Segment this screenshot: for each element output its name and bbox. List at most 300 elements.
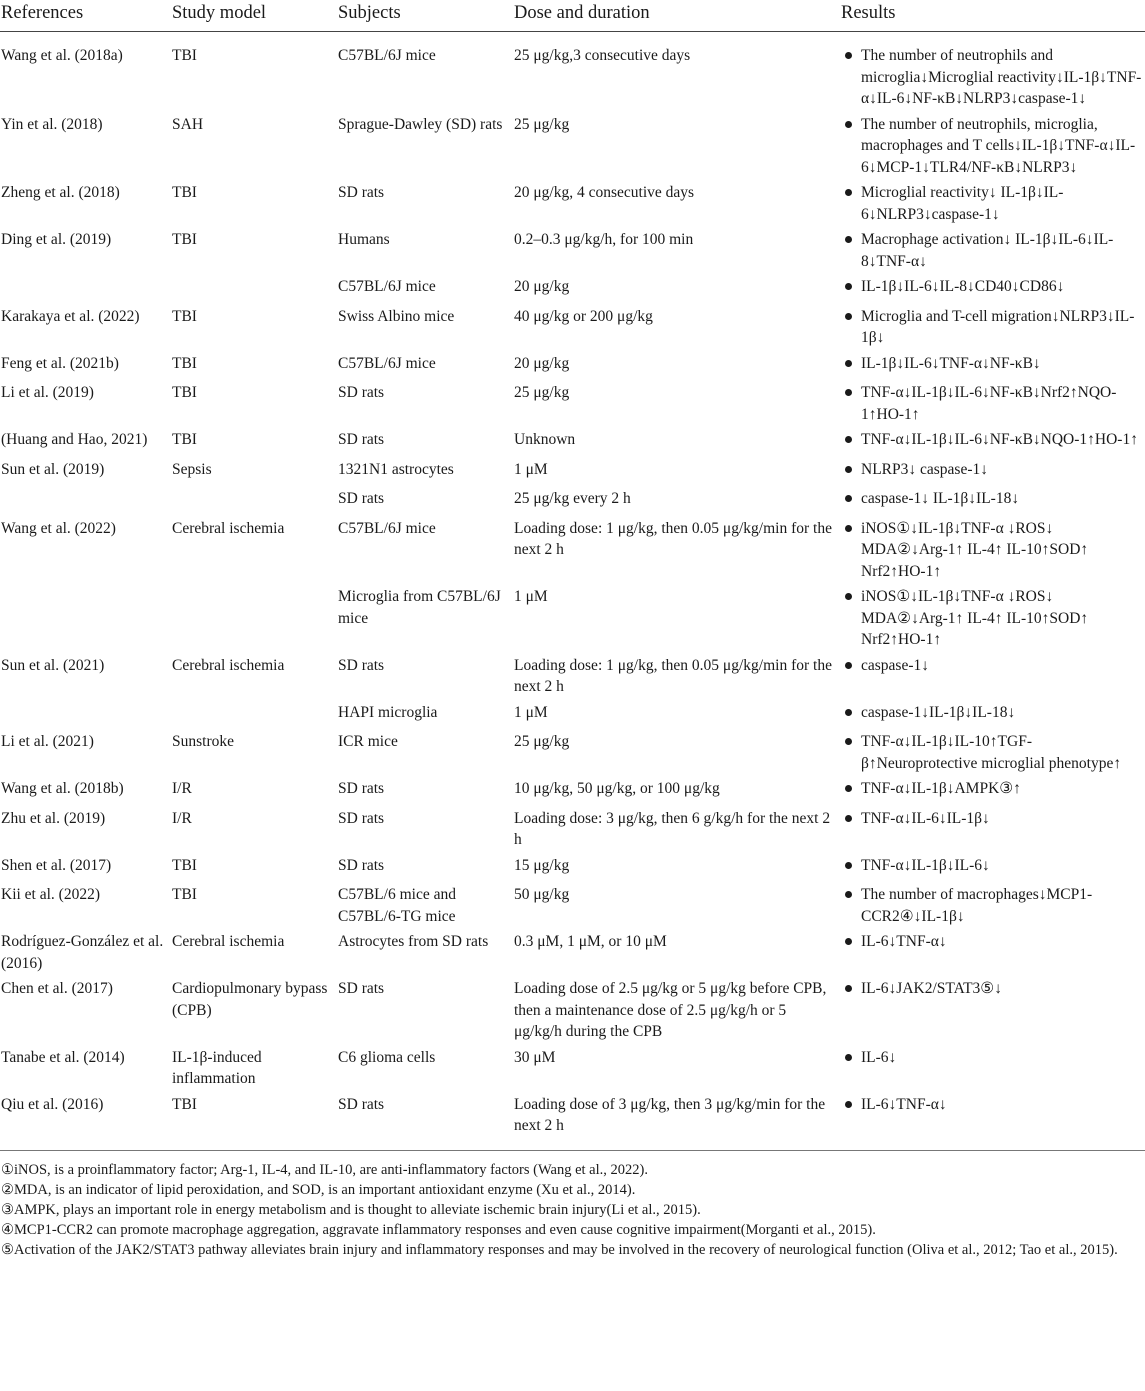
results-cell xyxy=(839,804,1145,851)
table-row xyxy=(0,727,1145,774)
study-model-cell-text: TBI xyxy=(172,384,197,401)
reference-cell-text: Karakaya et al. (2022) xyxy=(1,307,140,325)
dose-cell-text: Loading dose: 1 μg/kg, then 0.05 μg/kg/min for the next 2 h xyxy=(514,519,832,558)
study-model-cell-text: TBI xyxy=(172,1095,197,1113)
study-model-cell-text: TBI xyxy=(172,47,197,64)
dose-cell xyxy=(512,110,839,179)
reference-cell xyxy=(0,225,170,272)
table-row xyxy=(0,974,1145,1043)
subjects-cell-text: SD rats xyxy=(338,809,385,827)
dose-cell-text: Loading dose of 3 μg/kg, then 3 μg/kg/min for the next 2 h xyxy=(514,1095,826,1134)
table-row xyxy=(0,349,1145,379)
study-model-cell xyxy=(170,651,336,698)
reference-cell xyxy=(0,349,170,379)
result-text: NLRP3↓ caspase-1↓ xyxy=(861,460,988,478)
results-cell xyxy=(839,425,1145,455)
bullet-icon xyxy=(845,52,852,59)
result-item xyxy=(841,698,1143,724)
subjects-cell-text: C57BL/6J mice xyxy=(338,278,436,295)
subjects-cell-text: C57BL/6J mice xyxy=(338,47,436,64)
bullet-icon xyxy=(845,189,852,196)
study-model-cell-text xyxy=(172,272,334,276)
subjects-cell xyxy=(336,455,512,485)
bullet-icon xyxy=(845,738,852,745)
dose-cell-text: 20 μg/kg xyxy=(514,354,570,372)
study-model-cell xyxy=(170,484,336,514)
study-model-cell xyxy=(170,927,336,974)
study-model-cell-text: TBI xyxy=(172,184,197,201)
bullet-icon xyxy=(845,236,852,243)
result-item xyxy=(841,178,1143,225)
result-item xyxy=(841,302,1143,349)
reference-cell xyxy=(0,582,170,651)
bullet-icon xyxy=(845,121,852,128)
dose-cell xyxy=(512,974,839,1043)
footnote: ④MCP1-CCR2 can promote macrophage aggregation, aggravate inflammatory responses and even cause cognitive impairment(Morganti et al., 2015). xyxy=(1,1221,876,1238)
subjects-cell xyxy=(336,698,512,728)
subjects-cell-text: HAPI microglia xyxy=(338,703,438,721)
reference-cell-text xyxy=(1,484,168,488)
dose-cell xyxy=(512,851,839,881)
table-row xyxy=(0,378,1145,425)
reference-cell-text: Yin et al. (2018) xyxy=(1,115,103,133)
result-item xyxy=(841,41,1143,110)
dose-cell xyxy=(512,1090,839,1151)
table-row xyxy=(0,110,1145,179)
dose-cell-text: 10 μg/kg, 50 μg/kg, or 100 μg/kg xyxy=(514,780,720,797)
reference-cell-text: Sun et al. (2019) xyxy=(1,460,105,478)
subjects-cell xyxy=(336,1043,512,1090)
study-model-cell xyxy=(170,698,336,728)
results-cell xyxy=(839,514,1145,583)
study-model-cell-text: Cerebral ischemia xyxy=(172,933,285,950)
study-model-cell-text: I/R xyxy=(172,809,192,827)
subjects-cell xyxy=(336,225,512,272)
subjects-cell xyxy=(336,582,512,651)
reference-cell xyxy=(0,378,170,425)
result-item xyxy=(841,927,1143,953)
subjects-cell xyxy=(336,302,512,349)
dose-cell xyxy=(512,514,839,583)
study-model-cell-text: I/R xyxy=(172,780,192,797)
dose-cell-text: 1 μM xyxy=(514,703,548,721)
table-row xyxy=(0,178,1145,225)
subjects-cell xyxy=(336,32,512,110)
dose-cell xyxy=(512,698,839,728)
table-row xyxy=(0,698,1145,728)
subjects-cell xyxy=(336,1090,512,1151)
header-dose-duration: Dose and duration xyxy=(512,0,839,32)
result-item xyxy=(841,774,1143,800)
footnotes xyxy=(0,1151,1145,1260)
subjects-cell xyxy=(336,425,512,455)
bullet-icon xyxy=(845,436,852,443)
dose-cell xyxy=(512,651,839,698)
table-body xyxy=(0,32,1145,1151)
table-row xyxy=(0,455,1145,485)
dose-cell xyxy=(512,425,839,455)
reference-cell-text: Wang et al. (2022) xyxy=(1,519,116,537)
bullet-icon xyxy=(845,1101,852,1108)
bullet-icon xyxy=(845,862,852,869)
subjects-cell-text: Microglia from C57BL/6J mice xyxy=(338,588,501,627)
dose-cell xyxy=(512,32,839,110)
dose-cell-text: 15 μg/kg xyxy=(514,856,570,874)
reference-cell-text: Tanabe et al. (2014) xyxy=(1,1048,125,1066)
subjects-cell-text: SD rats xyxy=(338,184,385,201)
reference-cell-text: Qiu et al. (2016) xyxy=(1,1095,104,1113)
dose-cell-text: 25 μg/kg xyxy=(514,733,570,750)
subjects-cell-text: ICR mice xyxy=(338,733,398,750)
table-row xyxy=(0,651,1145,698)
result-item xyxy=(841,1090,1143,1116)
study-model-cell xyxy=(170,1043,336,1090)
study-model-cell-text: Cerebral ischemia xyxy=(172,519,285,537)
result-item xyxy=(841,378,1143,425)
bullet-icon xyxy=(845,389,852,396)
result-text: TNF-α↓IL-6↓IL-1β↓ xyxy=(861,809,990,827)
reference-cell xyxy=(0,804,170,851)
reference-cell-text: Kii et al. (2022) xyxy=(1,886,101,903)
bullet-icon xyxy=(845,593,852,600)
subjects-cell xyxy=(336,804,512,851)
study-model-cell-text xyxy=(172,582,334,586)
subjects-cell xyxy=(336,727,512,774)
table-row xyxy=(0,514,1145,583)
result-item xyxy=(841,804,1143,830)
reference-cell-text: Chen et al. (2017) xyxy=(1,980,113,997)
bullet-icon xyxy=(845,313,852,320)
results-cell xyxy=(839,110,1145,179)
subjects-cell-text: SD rats xyxy=(338,384,385,401)
dose-cell xyxy=(512,727,839,774)
reference-cell-text xyxy=(1,698,168,702)
result-text: IL-6↓TNF-α↓ xyxy=(861,933,947,950)
study-model-cell xyxy=(170,272,336,302)
bullet-icon xyxy=(845,466,852,473)
reference-cell-text: Zheng et al. (2018) xyxy=(1,184,120,201)
results-cell xyxy=(839,1043,1145,1090)
reference-cell xyxy=(0,272,170,302)
dose-cell-text: 30 μM xyxy=(514,1048,556,1066)
dose-cell xyxy=(512,225,839,272)
results-cell xyxy=(839,225,1145,272)
study-model-cell-text: IL-1β-induced inflammation xyxy=(172,1048,262,1087)
subjects-cell xyxy=(336,880,512,927)
dose-cell xyxy=(512,302,839,349)
dose-cell xyxy=(512,582,839,651)
result-item xyxy=(841,272,1143,298)
subjects-cell xyxy=(336,514,512,583)
reference-cell-text: Shen et al. (2017) xyxy=(1,856,112,874)
subjects-cell xyxy=(336,272,512,302)
dose-cell-text: 1 μM xyxy=(514,460,548,478)
result-text: The number of macrophages↓MCP1-CCR2④↓IL-1β↓ xyxy=(861,886,1093,925)
dose-cell xyxy=(512,349,839,379)
bullet-icon xyxy=(845,938,852,945)
dose-cell-text: 50 μg/kg xyxy=(514,886,570,903)
dose-cell xyxy=(512,484,839,514)
reference-cell xyxy=(0,927,170,974)
bullet-icon xyxy=(845,891,852,898)
results-cell xyxy=(839,1090,1145,1151)
reference-cell xyxy=(0,1090,170,1151)
results-cell xyxy=(839,974,1145,1043)
study-model-cell xyxy=(170,974,336,1043)
dose-cell xyxy=(512,927,839,974)
table-header xyxy=(0,0,1145,32)
study-model-cell-text: Cerebral ischemia xyxy=(172,656,285,674)
reference-cell-text xyxy=(1,582,168,586)
dose-cell-text: 25 μg/kg xyxy=(514,115,570,133)
results-cell xyxy=(839,774,1145,804)
dose-cell-text: 20 μg/kg xyxy=(514,278,570,295)
study-model-cell-text: Sepsis xyxy=(172,460,212,478)
result-text: iNOS①↓IL-1β↓TNF-α ↓ROS↓ MDA②↓Arg-1↑ IL-4↑ IL-10↑SOD↑ Nrf2↑HO-1↑ xyxy=(861,519,1089,580)
result-text: IL-6↓TNF-α↓ xyxy=(861,1095,947,1113)
subjects-cell-text: Sprague-Dawley (SD) rats xyxy=(338,115,503,133)
subjects-cell-text: SD rats xyxy=(338,856,385,874)
study-model-cell xyxy=(170,425,336,455)
subjects-cell xyxy=(336,110,512,179)
table-row xyxy=(0,272,1145,302)
study-model-cell xyxy=(170,32,336,110)
dose-cell-text: 25 μg/kg,3 consecutive days xyxy=(514,47,691,64)
result-text: IL-6↓JAK2/STAT3⑤↓ xyxy=(861,980,1002,997)
reference-cell-text: Wang et al. (2018a) xyxy=(1,47,123,64)
reference-cell-text: Wang et al. (2018b) xyxy=(1,780,124,797)
subjects-cell xyxy=(336,651,512,698)
results-cell xyxy=(839,727,1145,774)
reference-cell-text: (Huang and Hao, 2021) xyxy=(1,431,148,448)
table-row xyxy=(0,880,1145,927)
reference-cell xyxy=(0,698,170,728)
result-text: caspase-1↓IL-1β↓IL-18↓ xyxy=(861,703,1016,721)
bullet-icon xyxy=(845,785,852,792)
bullet-icon xyxy=(845,525,852,532)
dose-cell-text: Loading dose: 3 μg/kg, then 6 g/kg/h for the next 2 h xyxy=(514,809,831,848)
subjects-cell-text: SD rats xyxy=(338,656,385,674)
table-row xyxy=(0,582,1145,651)
study-model-cell-text: TBI xyxy=(172,231,197,248)
reference-cell-text: Feng et al. (2021b) xyxy=(1,354,119,372)
result-item xyxy=(841,425,1143,451)
study-model-cell xyxy=(170,851,336,881)
table-row xyxy=(0,1043,1145,1090)
dose-cell-text: 25 μg/kg xyxy=(514,384,570,401)
study-model-cell xyxy=(170,455,336,485)
bullet-icon xyxy=(845,985,852,992)
study-model-cell-text: TBI xyxy=(172,431,197,448)
subjects-cell xyxy=(336,378,512,425)
bullet-icon xyxy=(845,360,852,367)
dose-cell-text: 25 μg/kg every 2 h xyxy=(514,490,631,507)
study-model-cell-text: Sunstroke xyxy=(172,733,234,750)
study-model-cell xyxy=(170,582,336,651)
results-cell xyxy=(839,178,1145,225)
results-cell xyxy=(839,455,1145,485)
result-item xyxy=(841,727,1143,774)
result-text: caspase-1↓ xyxy=(861,656,929,674)
results-cell xyxy=(839,484,1145,514)
result-item xyxy=(841,1043,1143,1069)
result-text: IL-1β↓IL-6↓TNF-α↓NF-κB↓ xyxy=(861,354,1041,372)
footnote: ③AMPK, plays an important role in energy metabolism and is thought to alleviate ischemic brain injury(Li et al., 2015). xyxy=(1,1201,701,1218)
reference-cell-text: Li et al. (2021) xyxy=(1,733,94,750)
results-cell xyxy=(839,272,1145,302)
study-model-cell xyxy=(170,1090,336,1151)
results-cell xyxy=(839,880,1145,927)
result-item xyxy=(841,651,1143,677)
reference-cell-text: Ding et al. (2019) xyxy=(1,231,112,248)
study-model-cell xyxy=(170,727,336,774)
subjects-cell-text: SD rats xyxy=(338,980,385,997)
result-text: The number of neutrophils and microglia↓Microglial reactivity↓IL-1β↓TNF-α↓IL-6↓NF-κB↓NLRP3↓caspase-1↓ xyxy=(861,47,1142,107)
dose-cell-text: 20 μg/kg, 4 consecutive days xyxy=(514,184,695,201)
reference-cell xyxy=(0,880,170,927)
reference-cell-text: Li et al. (2019) xyxy=(1,384,94,401)
result-item xyxy=(841,514,1143,583)
bullet-icon xyxy=(845,495,852,502)
dose-cell-text: 1 μM xyxy=(514,588,548,605)
dose-cell xyxy=(512,880,839,927)
subjects-cell-text: C6 glioma cells xyxy=(338,1048,436,1066)
reference-cell xyxy=(0,178,170,225)
results-cell xyxy=(839,378,1145,425)
result-text: Macrophage activation↓ IL-1β↓IL-6↓IL-8↓TNF-α↓ xyxy=(861,231,1114,270)
result-text: TNF-α↓IL-1β↓IL-10↑TGF-β↑Neuroprotective microglial phenotype↑ xyxy=(861,733,1122,772)
results-cell xyxy=(839,32,1145,110)
study-model-cell xyxy=(170,178,336,225)
subjects-cell-text: SD rats xyxy=(338,780,385,797)
table-row xyxy=(0,32,1145,110)
table-row xyxy=(0,302,1145,349)
study-model-cell xyxy=(170,349,336,379)
results-cell xyxy=(839,927,1145,974)
reference-cell xyxy=(0,1043,170,1090)
dose-cell-text: 0.3 μM, 1 μM, or 10 μM xyxy=(514,933,667,950)
result-item xyxy=(841,349,1143,375)
results-cell xyxy=(839,302,1145,349)
subjects-cell xyxy=(336,927,512,974)
subjects-cell-text: Swiss Albino mice xyxy=(338,307,455,325)
dose-cell-text: Loading dose: 1 μg/kg, then 0.05 μg/kg/min for the next 2 h xyxy=(514,656,832,695)
study-model-cell-text: Cardiopulmonary bypass (CPB) xyxy=(172,980,328,1019)
table-row xyxy=(0,484,1145,514)
reference-cell-text xyxy=(1,272,168,276)
study-model-cell xyxy=(170,225,336,272)
result-item xyxy=(841,484,1143,510)
subjects-cell-text: C57BL/6J mice xyxy=(338,354,436,372)
result-text: caspase-1↓ IL-1β↓IL-18↓ xyxy=(861,490,1020,507)
study-model-cell-text: TBI xyxy=(172,307,197,325)
results-cell xyxy=(839,698,1145,728)
study-model-cell-text xyxy=(172,484,334,488)
reference-cell xyxy=(0,425,170,455)
study-model-cell xyxy=(170,110,336,179)
reference-cell xyxy=(0,651,170,698)
result-text: TNF-α↓IL-1β↓AMPK③↑ xyxy=(861,780,1021,797)
reference-cell xyxy=(0,851,170,881)
result-text: Microglia and T-cell migration↓NLRP3↓IL-1β↓ xyxy=(861,307,1135,346)
dose-cell-text: Unknown xyxy=(514,431,576,448)
dose-cell xyxy=(512,455,839,485)
subjects-cell-text: Astrocytes from SD rats xyxy=(338,933,489,950)
dose-cell-text: 40 μg/kg or 200 μg/kg xyxy=(514,307,653,325)
reference-cell xyxy=(0,514,170,583)
result-text: IL-1β↓IL-6↓IL-8↓CD40↓CD86↓ xyxy=(861,278,1065,295)
dose-cell xyxy=(512,272,839,302)
result-text: IL-6↓ xyxy=(861,1048,897,1066)
dose-cell-text: 0.2–0.3 μg/kg/h, for 100 min xyxy=(514,231,694,248)
study-model-cell-text: SAH xyxy=(172,115,204,133)
table-row xyxy=(0,225,1145,272)
subjects-cell xyxy=(336,974,512,1043)
result-text: Microglial reactivity↓ IL-1β↓IL-6↓NLRP3↓caspase-1↓ xyxy=(861,184,1064,223)
subjects-cell xyxy=(336,349,512,379)
subjects-cell xyxy=(336,774,512,804)
subjects-cell-text: 1321N1 astrocytes xyxy=(338,460,454,478)
result-item xyxy=(841,110,1143,179)
subjects-cell xyxy=(336,484,512,514)
header-row xyxy=(0,0,1145,32)
study-model-cell xyxy=(170,378,336,425)
table-row xyxy=(0,425,1145,455)
reference-cell-text: Sun et al. (2021) xyxy=(1,656,105,674)
study-model-cell xyxy=(170,774,336,804)
subjects-cell-text: SD rats xyxy=(338,1095,385,1113)
reference-cell xyxy=(0,32,170,110)
subjects-cell-text: SD rats xyxy=(338,490,385,507)
result-item xyxy=(841,455,1143,481)
table-row xyxy=(0,1090,1145,1151)
bullet-icon xyxy=(845,1054,852,1061)
subjects-cell-text: C57BL/6 mice and C57BL/6-TG mice xyxy=(338,886,456,925)
result-text: TNF-α↓IL-1β↓IL-6↓ xyxy=(861,856,990,874)
result-item xyxy=(841,974,1143,1000)
reference-cell xyxy=(0,727,170,774)
study-model-cell xyxy=(170,880,336,927)
dose-cell-text: Loading dose of 2.5 μg/kg or 5 μg/kg before CPB, then a maintenance dose of 2.5 μg/kg/h or 5 μg/kg/h during the CPB xyxy=(514,980,827,1040)
dose-cell xyxy=(512,1043,839,1090)
results-cell xyxy=(839,349,1145,379)
subjects-cell-text: SD rats xyxy=(338,431,385,448)
header-references: References xyxy=(0,0,170,32)
study-model-cell-text: TBI xyxy=(172,886,197,903)
results-cell xyxy=(839,851,1145,881)
bullet-icon xyxy=(845,662,852,669)
results-cell xyxy=(839,582,1145,651)
study-model-cell xyxy=(170,804,336,851)
reference-cell-text: Rodríguez-González et al. (2016) xyxy=(1,933,164,972)
reference-cell xyxy=(0,974,170,1043)
footnote: ②MDA, is an indicator of lipid peroxidation, and SOD, is an important antioxidant enzyme (Xu et al., 2014). xyxy=(1,1181,636,1198)
result-item xyxy=(841,880,1143,927)
reference-cell xyxy=(0,774,170,804)
subjects-cell xyxy=(336,851,512,881)
result-text: TNF-α↓IL-1β↓IL-6↓NF-κB↓NQO-1↑HO-1↑ xyxy=(861,431,1138,448)
reference-cell xyxy=(0,302,170,349)
reference-cell xyxy=(0,110,170,179)
result-text: iNOS①↓IL-1β↓TNF-α ↓ROS↓ MDA②↓Arg-1↑ IL-4↑ IL-10↑SOD↑ Nrf2↑HO-1↑ xyxy=(861,588,1089,648)
study-model-cell-text: TBI xyxy=(172,856,197,874)
dose-cell xyxy=(512,804,839,851)
reference-cell-text: Zhu et al. (2019) xyxy=(1,809,106,827)
bullet-icon xyxy=(845,815,852,822)
results-cell xyxy=(839,651,1145,698)
bullet-icon xyxy=(845,283,852,290)
reference-cell xyxy=(0,455,170,485)
